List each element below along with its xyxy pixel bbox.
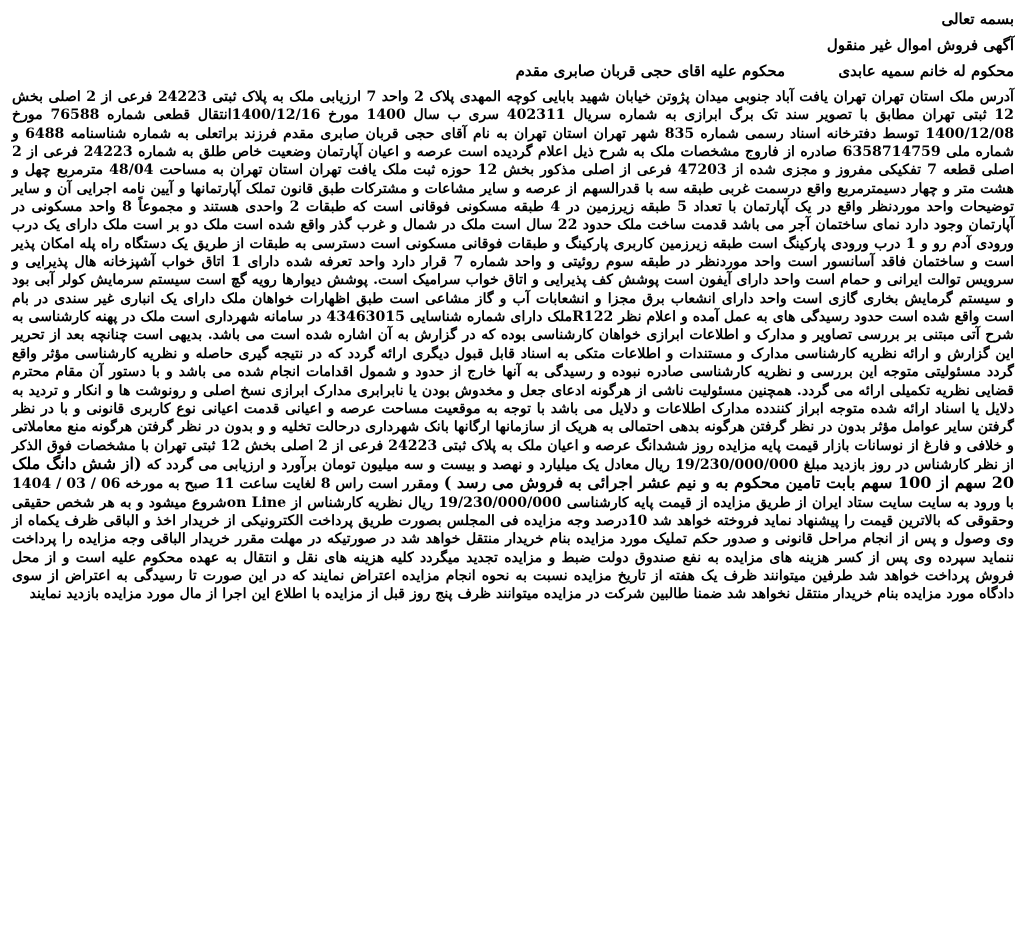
online-word: on Line — [226, 494, 287, 511]
notice-title: آگهی فروش اموال غیر منقول — [826, 36, 1014, 54]
parties-line — [12, 58, 1014, 84]
shares-clause: (از شش دانگ ملک 20 سهم از 100 سهم بابت تامین محکوم به و نیم عشر اجرائی به فروش می رسد ) — [12, 453, 1015, 493]
property-description: آدرس ملک استان تهران تهران یافت آباد جنوبی میدان پژوتن خیابان شهید بابایی کوچه المهدی پلاک 2 واحد 7 ارزیابی ملک به پلاک ثبتی 24223 فرعی از 2 اصلی بخش 12 ثبتی تهران مطابق با تصویر سند تک برگ ابرازی به شماره سریال 402311 سری ب سال 1400 مورخ 1400/12/16انتقال قطعی شماره 76588 مورخ 1400/12/08 توسط دفترخانه اسناد رسمی شماره 835 شهر تهران استان تهران به نام آقای حجی قربان صابری مقدم فرزند براتعلی به شماره شناسنامه 6488 و شماره ملی 6358714759 صادره از فاروج مشخصات ملک به شرح ذیل اعلام گردیده است عرصه و اعیان آپارتمان وضعیت خاص طلق به شماره 24223 فرعی از 2 اصلی قطعه 7 تفکیکی مفروز و مجزی شده از 47203 فرعی از اصلی مذکور بخش 12 حوزه ثبت ملک یافت تهران استان تهران به مساحت 48/04 مترمربع چهل و هشت متر و چهار دسیمترمربع واقع درسمت غربی طبقه سه با قدرالسهم از عرصه و سایر مشاعات و مشترکات طبق قانون تملک آپارتمانها و آیین نامه اجرایی آن و سایر توضیحات واحد موردنظر واقع در یک آپارتمان با تعداد 5 طبقه زیرزمین در 4 طبقه مسکونی فوقانی است که طبقات 2 واحدی هستند و مجموعاً 8 واحد مسکونی در آپارتمان وجود دارد نمای ساختمان آجر می باشد قدمت ساخت ملک حدود 22 سال است ملک در شمال و غرب گذر واقع شده است ملک دو بر است ملک دارای یک درب ورودی آدم رو و 1 درب ورودی پارکینگ است طبقه زیرزمین کاربری پارکینگ و طبقات فوقانی مسکونی است دسترسی به طبقات از طریق یک دستگاه راه پله امکان پذیر است و ساختمان فاقد آسانسور است واحد موردنظر در طبقه سوم روئیتی و واحد شماره 7 قرار دارد واحد تعرفه شده دارای 1 اتاق خواب آشپزخانه هال پذیرایی و سرویس توالت ایرانی و حمام است واحد دارای آیفون است پوشش کف پذیرایی و اتاق خواب سرامیک است. پوشش دیوارها رویه گچ است سیستم سرمایش کولر آبی بود و سیستم گرمایش بخاری گازی است واحد دارای انشعاب برق مجزا و انشعابات آب و گاز مشاعی است طبق اظهارات خواهان ملک دارای یک انباری غیر سندی در بام است واقع شده است حدود رسیدگی های به عمل آمده و اعلام نظر R122ملک دارای شماره شناسایی 43463015 در سامانه شهرداری است ملک در پهنه کارشناسی به شرح آتی مبتنی بر بررسی تصاویر و مدارک و اطلاعات ابرازی خواهان کارشناسی بوده که در گزارش به آن اشاره شده است می باشد. بدیهی است چنانچه بعد از تحریر این گزارش و ارائه نظریه کارشناسی مدارک و مستندات و اطلاعات متکی به اسناد قابل قبول دیگری ارائه گردد که در نتیجه گیری حاصله و نظریه کارشناسی مؤثر واقع گردد مسئولیتی متوجه این بررسی و نظریه کارشناسی صادره نبوده و رسیدگی به آنها خارج از حدود و شمول اقدامات انجام شده می باشد و با دستور آن مقام محترم قضایی نظریه تکمیلی ارائه می گردد. همچنین مسئولیت ناشی از هرگونه ادعای جعل و مخدوش بودن یا نابرابری مدارک ابرازی نسخ اصلی و رونوشت ها و انکار و تردید به دلایل یا اسناد ارائه شده متوجه ابراز کنندده مدارک اطلاعات و دلایل می باشد با توجه به موقعیت مساحت عرصه و اعیانی قدمت اعیانی نوع کاربری قانونی و با در نظر گرفتن سایر عوامل مؤثر بدون در نظر گرفتن هرگونه بدهی احتمالی به هریک از سازمانها ارگانها بانک شهرداری درحالت تخلیه و و بدون در نظر گرفتن هرگونه منع معاملاتی و خلافی و فارغ از نوسانات بازار قیمت پایه مزایده روز ششدانگ عرصه و اعیان ملک به پلاک ثبتی 24223 فرعی از 2 اصلی بخش 12 ثبتی تهران با مشخصات فوق الذکر از نظر کارشناس در روز بازدید مبلغ 19/230/000/000 ریال معادل یک میلیارد و نهصد و بیست و سه میلیون تومان برآورد و ارزیابی می گردد که — [12, 89, 1015, 473]
invocation: بسمه تعالی — [941, 10, 1014, 28]
auction-schedule: ومقرر است راس 8 لغایت ساعت 11 صبح به مورخه 06 / 03 / 1404 با ورود به سایت سایت ستاد ایران از طریق مزایده از قیمت پایه کارشناسی 19/230/000/000 ریال نظریه کارشناس از — [12, 476, 1014, 511]
auction-terms: شروع میشود و به هر شخص حقیقی وحقوقی که بالاترین قیمت را پیشنهاد نماید فروخته خواهد شد 10درصد وجه مزایده فی المجلس بصورت طریق پرداخت الکترونیکی از خریدار اخذ و الباقی ظرف یکماه از وی وصول و پس از انجام مراحل قانونی و صدور حکم تملیک مورد مزایده بنام خریدار منتقل خواهد شد در صورتیکه در مهلت مقرر خریدار الباقی وجه مزایده را پرداخت ننماید سپرده وی پس از کسر هزینه های مزایده به نفع صندوق دولت ضبط و مزایده تجدید میگردد کلیه هزینه های نقل و انتقال به عهده محکوم علیه است و از محل فروش پرداخت خواهد شد طرفین میتوانند ظرف یک هفته از تاریخ مزایده نسبت به نحوه انجام مزایده اعتراض نمایند که در این صورت تا رسیدگی به اعتراض از سوی دادگاه مورد مزایده بنام خریدار منتقل نخواهد شد ضمنا طالبین شرکت در مزایده میتوانند ظرف پنج روز قبل از مزایده با اطلاع این اجرا از مال مورد مزایده بازدید نمایند — [12, 494, 1014, 603]
judgment-against: محکوم علیه اقای حجی قربان صابری مقدم — [515, 62, 786, 80]
notice-body — [12, 88, 1014, 604]
judgment-for: محکوم له خانم سمیه عابدی — [838, 62, 1014, 80]
